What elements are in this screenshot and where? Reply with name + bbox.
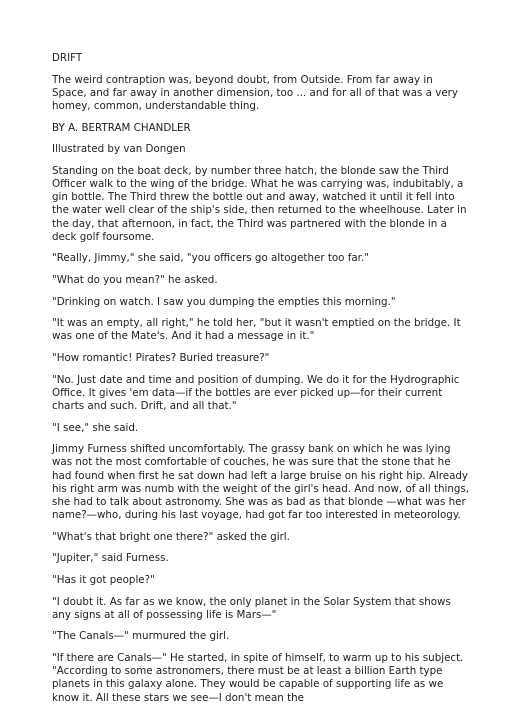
body-paragraph: Jimmy Furness shifted uncomfortably. The grassy bank on which he was lying was not the most comfortable of couches, he was sure that the stone that he had found when first he sat down had left a large bruise on his right hip. Already his right arm was numb with the weight of the girl's head. And now, of all things, she had to talk about astronomy. She was as bad as that blonde —what was her name?—who, during his last voyage, had got far too interested in meteorology. — [52, 443, 470, 522]
document-page — [52, 52, 470, 713]
body-paragraph: "No. Just date and time and position of dumping. We do it for the Hydrographic Office. It gives 'em data—if the bottles are ever picked up—for their current charts and such. Drift, and all that." — [52, 373, 460, 412]
illustrator-credit: Illustrated by van Dongen — [52, 143, 186, 156]
body-paragraph: "What's that bright one there?" asked the girl. — [52, 530, 290, 543]
body-paragraph: "How romantic! Pirates? Buried treasure?" — [52, 351, 270, 364]
body-paragraph: "I doubt it. As far as we know, the only planet in the Solar System that shows any signs at all of possessing life is Mars—" — [52, 595, 451, 621]
body-paragraph: "If there are Canals—" He started, in spite of himself, to warm up to his subject. "According to some astronomers, there must be at least a billion Earth type planets in this galaxy alone. They would be capable of supporting life as we know it. All these stars we see—I don't mean the — [52, 651, 464, 704]
story-blurb: The weird contraption was, beyond doubt, from Outside. From far away in Space, and far away in another dimension, too ... and for all of that was a very homey, common, understandable thing. — [52, 73, 458, 112]
body-paragraph: "The Canals—" murmured the girl. — [52, 630, 230, 643]
body-paragraph: Standing on the boat deck, by number three hatch, the blonde saw the Third Officer walk to the wing of the bridge. What he was carrying was, indubitably, a gin bottle. The Third threw the bottle out and away, watched it until it fell into the water well clear of the ship's side, then returned to the wheelhouse. Later in the day, that afternoon, in fact, the Third was partnered with the blonde in a deck golf foursome. — [52, 164, 467, 243]
story-title: DRIFT — [52, 52, 83, 64]
body-paragraph: "Has it got people?" — [52, 573, 155, 586]
body-paragraph: "Really, Jimmy," she said, "you officers go altogether too far." — [52, 252, 369, 265]
author-byline: BY A. BERTRAM CHANDLER — [52, 121, 191, 134]
body-paragraph: "Drinking on watch. I saw you dumping the empties this morning." — [52, 295, 396, 308]
body-paragraph: "I see," she said. — [52, 421, 139, 434]
body-paragraph: "It was an empty, all right," he told her, "but it wasn't emptied on the bridge. It was one of the Mate's. And it had a message in it." — [52, 317, 461, 343]
body-paragraph: "Jupiter," said Furness. — [52, 552, 169, 565]
body-paragraph: "What do you mean?" he asked. — [52, 273, 218, 286]
